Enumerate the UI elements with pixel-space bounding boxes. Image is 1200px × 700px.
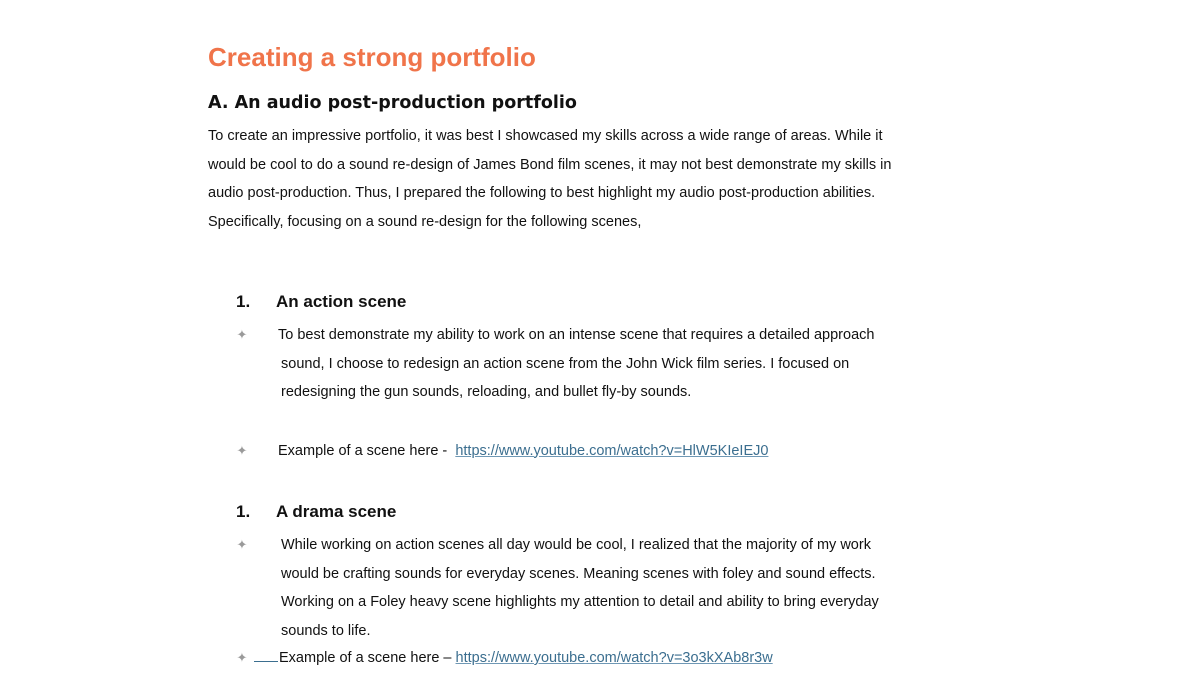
page-title: Creating a strong portfolio [208, 42, 536, 72]
intro-line: audio post-production. Thus, I prepared the following to best highlight my audio post-production abilities. [208, 185, 876, 201]
bullet-text [278, 531, 978, 645]
bullet-text [278, 437, 978, 466]
list-number: 1. [236, 502, 251, 521]
sparkle-bullet-icon: ✦ [236, 537, 248, 552]
intro-paragraph [208, 122, 998, 236]
document-body [208, 40, 1008, 236]
section-heading-text: A drama scene [276, 502, 397, 521]
list-item [236, 321, 978, 407]
section-heading [236, 290, 996, 314]
sparkle-bullet-icon: ✦ [236, 327, 248, 342]
bullet-line: sound, I choose to redesign an action scene from the John Wick film series. I focused on [281, 355, 850, 372]
bullet-line: To best demonstrate my ability to work on an intense scene that requires a detailed approach [278, 327, 875, 343]
example-label: Example of a scene here - [278, 442, 448, 459]
section-drama-scene [236, 500, 996, 673]
bullet-line: redesigning the gun sounds, reloading, and bullet fly-by sounds. [281, 384, 692, 400]
list-item [236, 437, 978, 466]
bullet-text [254, 644, 954, 673]
bullet-line: sounds to life. [281, 622, 371, 639]
sparkle-bullet-icon: ✦ [236, 650, 248, 665]
example-label: Example of a scene here – [279, 650, 452, 666]
intro-line: To create an impressive portfolio, it was best I showcased my skills across a wide range of areas. While it [208, 128, 883, 144]
intro-line: would be cool to do a sound re-design of James Bond film scenes, it may not best demonstrate my skills in [208, 156, 892, 173]
list-number: 1. [236, 292, 251, 311]
bullet-text [278, 321, 978, 407]
example-link[interactable]: https://www.youtube.com/watch?v=3o3kXAb8r3w [455, 650, 773, 666]
section-action-scene [236, 290, 996, 465]
section-subtitle: A. An audio post-production portfolio [208, 93, 577, 113]
underline-lead [254, 644, 278, 662]
bullet-line: While working on action scenes all day would be cool, I realized that the majority of my work [281, 537, 871, 553]
list-item [236, 531, 978, 645]
section-heading-text: An action scene [276, 292, 407, 311]
intro-line: Specifically, focusing on a sound re-design for the following scenes, [208, 213, 642, 230]
example-link[interactable]: https://www.youtube.com/watch?v=HlW5KIeIEJ0 [455, 442, 769, 459]
bullet-line: would be crafting sounds for everyday scenes. Meaning scenes with foley and sound effects. [281, 565, 876, 582]
section-heading [236, 500, 996, 524]
bullet-line: Working on a Foley heavy scene highlights my attention to detail and ability to bring everyday [281, 594, 879, 610]
sparkle-bullet-icon: ✦ [236, 442, 248, 458]
list-item [236, 644, 954, 673]
